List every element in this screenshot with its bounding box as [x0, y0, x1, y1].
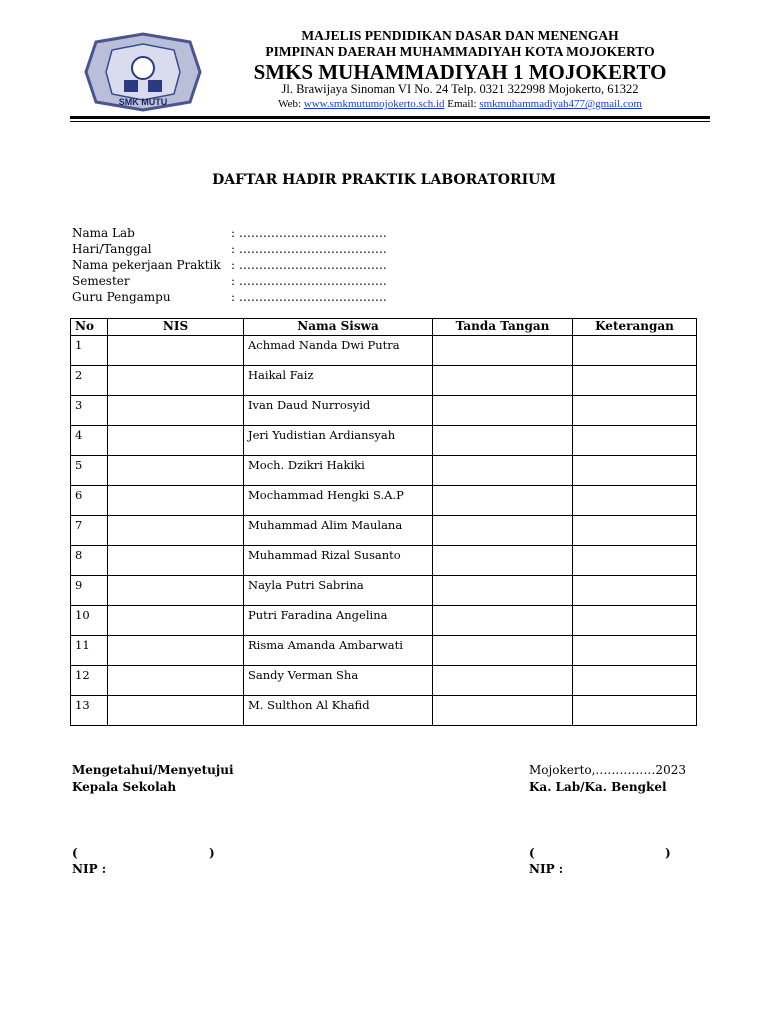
right-signature-close: ): [665, 846, 671, 860]
cell-no: 10: [71, 606, 108, 636]
school-name: SMKS MUHAMMADIYAH 1 MOJOKERTO: [253, 60, 667, 84]
cell-nis[interactable]: [108, 546, 244, 576]
field-value[interactable]: : ……………………………….: [231, 226, 387, 240]
letterhead-line1: MAJELIS PENDIDIKAN DASAR DAN MENENGAH: [301, 28, 619, 43]
cell-name: Ivan Daud Nurrosyid: [244, 396, 433, 426]
cell-name: Muhammad Rizal Susanto: [244, 546, 433, 576]
cell-notes[interactable]: [573, 396, 697, 426]
table-row: [71, 666, 697, 696]
header-rule-thick: [70, 116, 710, 119]
cell-notes[interactable]: [573, 426, 697, 456]
cell-no: 2: [71, 366, 108, 396]
school-logo: [76, 32, 210, 112]
field-label: Semester: [72, 274, 130, 288]
cell-no: 8: [71, 546, 108, 576]
web-link[interactable]: www.smkmutumojokerto.sch.id: [303, 98, 445, 110]
field-value[interactable]: : ……………………………….: [231, 258, 387, 272]
cell-no: 7: [71, 516, 108, 546]
cell-notes[interactable]: [573, 636, 697, 666]
field-label: Nama pekerjaan Praktik: [72, 258, 221, 272]
cell-nis[interactable]: [108, 666, 244, 696]
cell-no: 6: [71, 486, 108, 516]
cell-name: Putri Faradina Angelina: [244, 606, 433, 636]
cell-nis[interactable]: [108, 606, 244, 636]
table-row: [71, 636, 697, 666]
header-tanda-tangan: Tanda Tangan: [433, 319, 573, 336]
cell-name: Nayla Putri Sabrina: [244, 576, 433, 606]
cell-nis[interactable]: [108, 576, 244, 606]
cell-no: 5: [71, 456, 108, 486]
email-link[interactable]: smkmuhammadiyah477@gmail.com: [479, 98, 642, 110]
lab-head-label: Ka. Lab/Ka. Bengkel: [529, 780, 667, 794]
cell-signature[interactable]: [433, 546, 573, 576]
school-address: Jl. Brawijaya Sinoman VI No. 24 Telp. 0321 322998 Mojokerto, 61322: [281, 82, 639, 96]
table-row: [71, 546, 697, 576]
table-row: [71, 696, 697, 726]
logo-text: SMK MUTU: [118, 97, 168, 107]
cell-notes[interactable]: [573, 366, 697, 396]
header-keterangan: Keterangan: [573, 319, 697, 336]
table-row: [71, 426, 697, 456]
field-label: Hari/Tanggal: [72, 242, 152, 256]
cell-signature[interactable]: [433, 456, 573, 486]
cell-nis[interactable]: [108, 696, 244, 726]
cell-no: 1: [71, 336, 108, 366]
field-value[interactable]: : ……………………………….: [231, 290, 387, 304]
cell-nis[interactable]: [108, 516, 244, 546]
cell-signature[interactable]: [433, 426, 573, 456]
cell-no: 4: [71, 426, 108, 456]
table-row: [71, 606, 697, 636]
left-signature-close: ): [209, 846, 215, 860]
right-signature-open: (: [529, 846, 535, 860]
cell-name: M. Sulthon Al Khafid: [244, 696, 433, 726]
web-label: Web:: [278, 98, 302, 110]
table-row: [71, 456, 697, 486]
letterhead-line2: PIMPINAN DAERAH MUHAMMADIYAH KOTA MOJOKERTO: [265, 44, 655, 59]
cell-notes[interactable]: [573, 606, 697, 636]
header-no: No: [71, 319, 108, 336]
cell-signature[interactable]: [433, 696, 573, 726]
cell-nis[interactable]: [108, 456, 244, 486]
cell-signature[interactable]: [433, 606, 573, 636]
principal-label: Kepala Sekolah: [72, 780, 177, 794]
cell-notes[interactable]: [573, 576, 697, 606]
cell-name: Jeri Yudistian Ardiansyah: [244, 426, 433, 456]
cell-name: Muhammad Alim Maulana: [244, 516, 433, 546]
cell-name: Risma Amanda Ambarwati: [244, 636, 433, 666]
cell-nis[interactable]: [108, 396, 244, 426]
cell-no: 13: [71, 696, 108, 726]
cell-nis[interactable]: [108, 366, 244, 396]
cell-signature[interactable]: [433, 636, 573, 666]
cell-signature[interactable]: [433, 336, 573, 366]
email-label: Email:: [447, 98, 477, 110]
header-rule-thin: [70, 121, 710, 122]
cell-signature[interactable]: [433, 576, 573, 606]
cell-notes[interactable]: [573, 516, 697, 546]
document-title: DAFTAR HADIR PRAKTIK LABORATORIUM: [212, 172, 556, 188]
cell-no: 9: [71, 576, 108, 606]
cell-signature[interactable]: [433, 666, 573, 696]
cell-nis[interactable]: [108, 486, 244, 516]
table-row: [71, 486, 697, 516]
approval-label: Mengetahui/Menyetujui: [72, 763, 234, 777]
place-date: Mojokerto,……………2023: [529, 763, 686, 777]
cell-signature[interactable]: [433, 396, 573, 426]
cell-nis[interactable]: [108, 336, 244, 366]
field-value[interactable]: : ……………………………….: [231, 242, 387, 256]
header-nis: NIS: [108, 319, 244, 336]
table-header-row: [71, 319, 697, 336]
table-row: [71, 336, 697, 366]
cell-signature[interactable]: [433, 366, 573, 396]
header-nama-siswa: Nama Siswa: [244, 319, 433, 336]
field-label: Guru Pengampu: [72, 290, 171, 304]
cell-notes[interactable]: [573, 696, 697, 726]
left-nip: NIP :: [72, 862, 107, 876]
cell-name: Achmad Nanda Dwi Putra: [244, 336, 433, 366]
table-row: [71, 366, 697, 396]
contact-line: [200, 98, 720, 110]
cell-notes[interactable]: [573, 546, 697, 576]
cell-no: 11: [71, 636, 108, 666]
table-row: [71, 396, 697, 426]
cell-signature[interactable]: [433, 516, 573, 546]
left-signature-open: (: [72, 846, 78, 860]
cell-no: 12: [71, 666, 108, 696]
cell-notes[interactable]: [573, 666, 697, 696]
cell-name: Sandy Verman Sha: [244, 666, 433, 696]
cell-notes[interactable]: [573, 336, 697, 366]
right-nip: NIP :: [529, 862, 564, 876]
cell-notes[interactable]: [573, 486, 697, 516]
cell-name: Moch. Dzikri Hakiki: [244, 456, 433, 486]
cell-nis[interactable]: [108, 426, 244, 456]
cell-signature[interactable]: [433, 486, 573, 516]
cell-no: 3: [71, 396, 108, 426]
table-row: [71, 576, 697, 606]
cell-nis[interactable]: [108, 636, 244, 666]
cell-notes[interactable]: [573, 456, 697, 486]
cell-name: Haikal Faiz: [244, 366, 433, 396]
cell-name: Mochammad Hengki S.A.P: [244, 486, 433, 516]
field-label: Nama Lab: [72, 226, 135, 240]
attendance-table: [70, 318, 697, 726]
table-row: [71, 516, 697, 546]
field-value[interactable]: : ……………………………….: [231, 274, 387, 288]
